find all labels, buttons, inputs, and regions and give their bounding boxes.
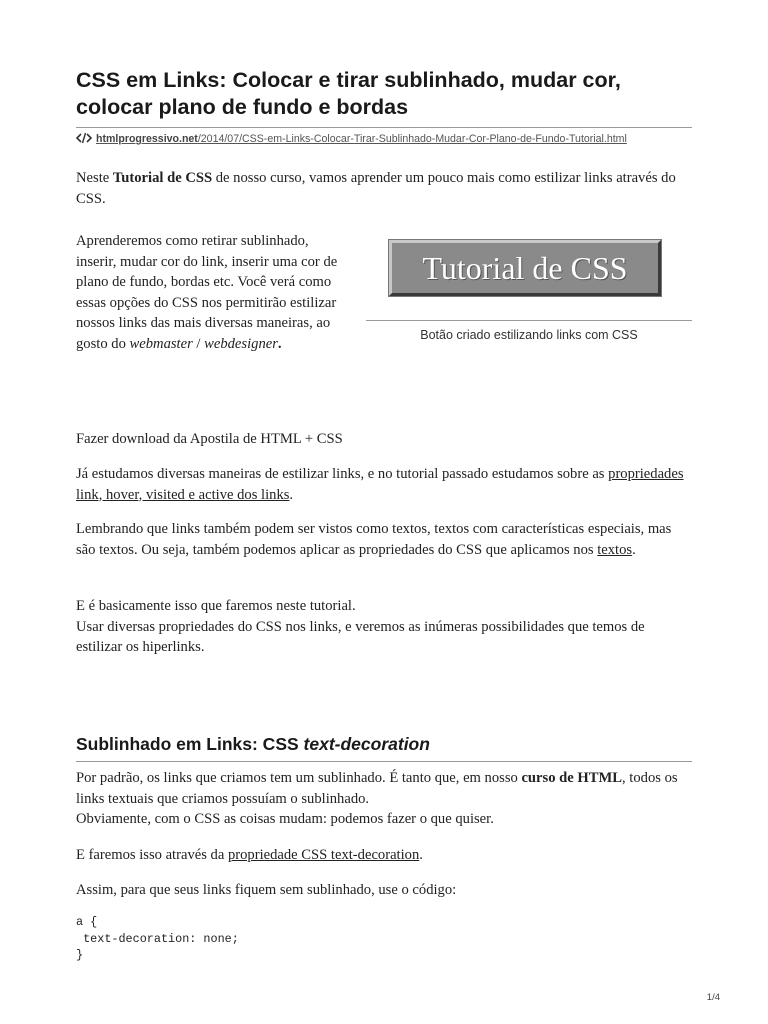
intro-text: Neste (76, 170, 113, 186)
download-text: Fazer download da Apostila de HTML + CSS (76, 431, 343, 447)
remember-paragraph (76, 519, 692, 560)
code-intro: Assim, para que seus links fiquem sem sublinhado, use o código: (76, 882, 457, 898)
curso-html-bold: curso de HTML (521, 770, 622, 786)
intro-bold: Tutorial de CSS (112, 170, 213, 186)
figure-caption: Botão criado estilizando links com CSS (420, 328, 638, 342)
remember-text: Lembrando que links também podem ser vistos como textos, textos com características especiais, mas são textos. Ou seja, também podemos aplicar as propriedades do CSS que aplicamos nos (76, 521, 672, 558)
section-heading-text: Sublinhado em Links: CSS (76, 734, 304, 754)
studied-paragraph (76, 464, 692, 505)
via-end: . (419, 847, 423, 863)
learn-text: Aprenderemos como retirar sublinhado, inserir, mudar cor do link, inserir uma cor de plano de fundo, bordas etc. Você verá como essas opções do CSS nos permitirão estilizar nossos links das mais diversas maneiras, ao gosto do (76, 233, 338, 352)
remember-end: . (632, 541, 636, 558)
learn-slash: / (192, 335, 205, 352)
section-heading-italic: text-decoration (303, 734, 430, 754)
studied-text: Já estudamos diversas maneiras de estilizar links, e no tutorial passado estudamos sobre as (76, 466, 609, 482)
learn-webdesigner: webdesigner (204, 335, 278, 352)
learn-webmaster: webmaster (129, 335, 193, 352)
via-text: E faremos isso através da (76, 847, 228, 863)
tutorial-css-button-image: Tutorial de CSS (389, 240, 661, 296)
code-link-icon (76, 132, 92, 147)
intro-paragraph (76, 168, 692, 209)
properties-link[interactable]: propriedades link, hover, visited e active dos links (76, 466, 684, 503)
source-path: /2014/07/CSS-em-Links-Colocar-Tirar-Sublinhado-Mudar-Cor-Plano-de-Fundo-Tutorial.html (197, 133, 627, 145)
studied-end: . (289, 486, 294, 503)
default-links-text-end: , todos os links textuais que criamos possuíam o sublinhado. (76, 770, 678, 807)
via-paragraph (76, 845, 692, 866)
page-title: CSS em Links: Colocar e tirar sublinhado, mudar cor, colocar plano de fundo e bordas (76, 68, 621, 119)
section-rule (76, 761, 692, 762)
title-rule (76, 127, 692, 128)
text-decoration-link[interactable]: propriedade CSS text-decoration (227, 847, 420, 863)
intro-text-end: de nosso curso, vamos aprender um pouco mais como estilizar links através do CSS. (76, 170, 676, 207)
learn-paragraph (76, 231, 346, 354)
default-links-text: Por padrão, os links que criamos tem um sublinhado. É tanto que, em nosso (76, 770, 522, 786)
page-number: 1/4 (706, 992, 720, 1003)
basically-line2: Usar diversas propriedades do CSS nos links, e veremos as inúmeras possibilidades que temos de estilizar os hiperlinks. (76, 618, 645, 655)
basically-line1: E é basicamente isso que faremos neste tutorial. (76, 598, 356, 614)
figure-rule (366, 320, 692, 321)
source-domain: htmlprogressivo.net (96, 133, 198, 145)
source-link[interactable] (96, 133, 627, 145)
code-block: a { text-decoration: none; } (76, 915, 239, 962)
default-links-line2: Obviamente, com o CSS as coisas mudam: podemos fazer o que quiser. (76, 811, 494, 827)
basically-paragraph (76, 596, 692, 658)
section-heading (76, 734, 430, 755)
default-links-paragraph (76, 768, 692, 830)
source-url (76, 132, 696, 147)
learn-end: . (277, 335, 282, 352)
textos-link[interactable]: textos (597, 541, 633, 558)
